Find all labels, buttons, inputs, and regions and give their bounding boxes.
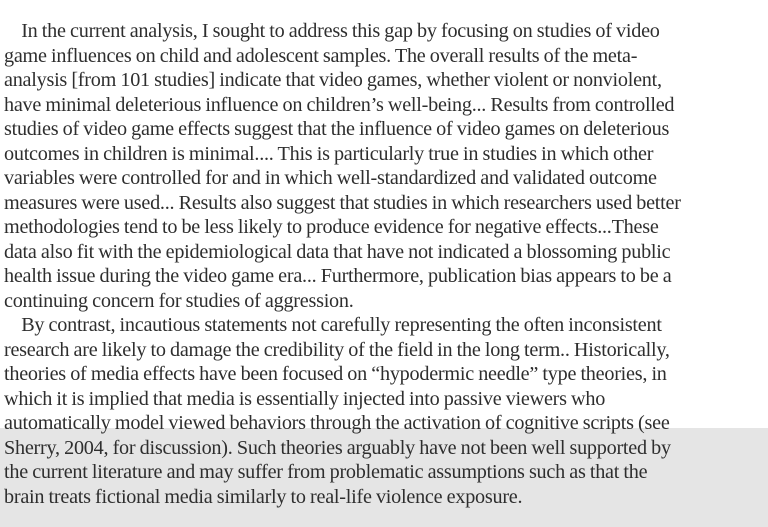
text-line: the current literature and may suffer from problematic assumptions such as that the: [4, 461, 648, 483]
text-line: have minimal deleterious influence on children’s well-being... Results from controlled: [4, 93, 675, 116]
quoted-text: [4, 19, 768, 509]
text-line: automatically model viewed behaviors through the activation of cognitive scripts (see: [4, 412, 670, 434]
text-line: In the current analysis, I sought to address this gap by focusing on studies of video: [4, 20, 660, 42]
text-line: data also fit with the epidemiological data that have not indicated a blossoming public: [4, 240, 671, 263]
text-line: variables were controlled for and in which well-standardized and validated outcome: [4, 167, 657, 189]
text-line: theories of media effects have been focused on “hypodermic needle” type theories, in: [4, 363, 667, 385]
text-line: studies of video game effects suggest that the influence of video games on deleterious: [4, 118, 670, 140]
text-line: methodologies tend to be less likely to produce evidence for negative effects...These: [4, 216, 659, 238]
text-line: continuing concern for studies of aggression.: [4, 289, 354, 312]
text-line: analysis [from 101 studies] indicate that video games, whether violent or nonviolent,: [4, 69, 662, 91]
text-line: research are likely to damage the credibility of the field in the long term.. Historically,: [4, 338, 670, 361]
text-line: game influences on child and adolescent samples. The overall results of the meta-: [4, 44, 638, 67]
text-line: measures were used... Results also suggest that studies in which researchers used better: [4, 191, 681, 214]
paragraph-2: [4, 313, 768, 509]
text-line: brain treats fictional media similarly to real-life violence exposure.: [4, 485, 523, 508]
text-line: By contrast, incautious statements not carefully representing the often inconsistent: [4, 314, 662, 336]
text-line: Sherry, 2004, for discussion). Such theories arguably have not been well supported by: [4, 436, 671, 459]
text-line: which it is implied that media is essentially injected into passive viewers who: [4, 387, 606, 410]
text-line: health issue during the video game era... Furthermore, publication bias appears to be a: [4, 265, 672, 287]
paragraph-1: [4, 19, 768, 313]
text-line: outcomes in children is minimal.... This is particularly true in studies in which other: [4, 142, 654, 165]
